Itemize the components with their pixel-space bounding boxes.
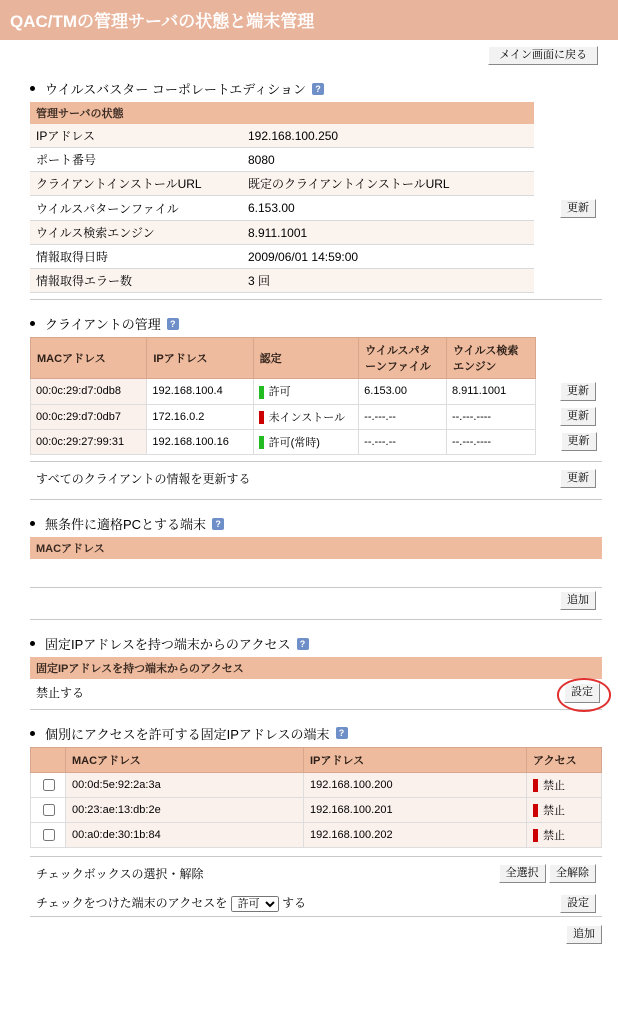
table-row	[31, 379, 602, 404]
table-header-row	[30, 537, 602, 559]
spacer-cell	[534, 102, 602, 124]
help-icon[interactable]: ?	[312, 83, 324, 95]
divider	[30, 299, 602, 300]
table-header-row	[31, 338, 602, 379]
whitelist-empty-row	[30, 559, 602, 588]
access-action-cell	[30, 888, 450, 916]
cell-engine: 8.911.1001	[446, 379, 535, 404]
row-label: ポート番号	[30, 148, 242, 172]
clients-heading-label: クライアントの管理	[45, 317, 161, 333]
cell-pattern: --.---.--	[359, 429, 447, 454]
column-header-pattern: ウイルスパターンファイル	[359, 338, 447, 379]
cell-pattern: --.---.--	[359, 404, 447, 429]
fixedip-value-row	[30, 679, 602, 709]
server-table-title: 管理サーバの状態	[36, 108, 124, 121]
checkbox-control-row	[30, 856, 602, 888]
clients-section-heading	[30, 314, 602, 333]
clients-section	[16, 314, 602, 500]
cell-ip: 172.16.0.2	[147, 404, 253, 429]
row-value: 既定のクライアントインストールURL	[242, 172, 534, 196]
whitelist-add-action	[534, 588, 602, 614]
cell-status	[253, 404, 359, 429]
toolbar	[0, 40, 618, 65]
allowlist-heading-label: 個別にアクセスを許可する固定IPアドレスの端末	[45, 726, 330, 742]
table-row	[30, 172, 602, 196]
refresh-all-button[interactable]: 更新	[560, 469, 596, 488]
column-header-engine: ウイルス検索エンジン	[446, 338, 535, 379]
row-label: ウイルス検索エンジン	[30, 221, 242, 245]
access-action-button-cell	[450, 888, 602, 916]
table-row	[30, 461, 602, 493]
row-checkbox[interactable]	[43, 829, 55, 841]
cell-engine: --.---.----	[446, 404, 535, 429]
table-row	[30, 148, 602, 172]
column-header-ip: IPアドレス	[304, 747, 527, 772]
access-label: 禁止	[543, 804, 565, 817]
clients-table	[30, 337, 602, 455]
status-label: 許可(常時)	[268, 436, 320, 449]
cell-mac: 00:0d:5e:92:2a:3a	[66, 772, 304, 797]
allowlist-table	[30, 747, 602, 848]
column-header-access: アクセス	[527, 747, 602, 772]
divider	[30, 499, 602, 500]
row-action	[534, 196, 602, 221]
access-indicator-icon	[533, 804, 538, 817]
fixedip-section	[16, 634, 602, 709]
allowlist-section	[16, 724, 602, 949]
access-label: 禁止	[543, 829, 565, 842]
row-checkbox[interactable]	[43, 804, 55, 816]
add-allowlist-button[interactable]: 追加	[566, 925, 602, 944]
cell-status	[253, 429, 359, 454]
table-row	[30, 269, 602, 293]
update-pattern-button[interactable]: 更新	[560, 199, 596, 218]
whitelist-empty-action	[534, 559, 602, 588]
help-icon[interactable]: ?	[297, 638, 309, 650]
cell-select[interactable]	[31, 772, 66, 797]
whitelist-empty-cell	[30, 559, 534, 588]
deselect-all-button[interactable]: 全解除	[549, 864, 596, 883]
cell-mac: 00:23:ae:13:db:2e	[66, 797, 304, 822]
column-header-status: 認定	[253, 338, 359, 379]
table-row	[31, 404, 602, 429]
row-label: 情報取得日時	[30, 245, 242, 269]
update-client-button[interactable]: 更新	[560, 382, 596, 401]
table-row	[31, 772, 602, 797]
allowlist-section-heading	[30, 724, 602, 743]
whitelist-heading-label: 無条件に適格PCとする端末	[45, 517, 207, 533]
status-label: 許可	[268, 386, 291, 399]
column-header-ip: IPアドレス	[147, 338, 253, 379]
cell-access	[527, 772, 602, 797]
row-label: IPアドレス	[30, 124, 242, 148]
fixedip-value: 禁止する	[36, 686, 85, 701]
add-whitelist-button[interactable]: 追加	[560, 591, 596, 610]
fixedip-set-highlight	[564, 683, 600, 702]
row-action	[534, 148, 602, 172]
update-client-button[interactable]: 更新	[560, 407, 596, 426]
cell-select[interactable]	[31, 797, 66, 822]
fixedip-section-heading	[30, 634, 602, 653]
refresh-all-table	[30, 461, 602, 493]
table-row	[31, 429, 602, 454]
table-header-row	[30, 102, 602, 124]
back-to-main-button[interactable]: メイン画面に戻る	[488, 46, 598, 65]
access-action-set-button[interactable]: 設定	[560, 894, 596, 913]
row-action	[534, 269, 602, 293]
column-header-select	[31, 747, 66, 772]
table-row	[30, 245, 602, 269]
refresh-all-action	[534, 461, 602, 493]
access-action-prefix: チェックをつけた端末のアクセスを	[36, 896, 228, 911]
bullet-icon	[30, 521, 35, 526]
row-value: 192.168.100.250	[242, 124, 534, 148]
cell-ip: 192.168.100.201	[304, 797, 527, 822]
row-value: 3 回	[242, 269, 534, 293]
status-indicator-icon	[259, 436, 264, 449]
fixedip-table	[30, 657, 602, 679]
fixedip-heading-label: 固定IPアドレスを持つ端末からのアクセス	[45, 637, 291, 653]
allowlist-add-bar	[30, 916, 602, 948]
row-value: 8.911.1001	[242, 221, 534, 245]
access-indicator-icon	[533, 779, 538, 792]
bullet-icon	[30, 321, 35, 326]
table-row	[31, 822, 602, 847]
row-action	[534, 124, 602, 148]
checkbox-control-actions	[450, 856, 602, 888]
server-section	[16, 79, 602, 300]
divider	[30, 619, 602, 620]
table-row	[30, 196, 602, 221]
fixedip-set-button[interactable]: 設定	[564, 683, 600, 702]
server-status-table	[30, 102, 602, 293]
help-icon[interactable]: ?	[212, 518, 224, 530]
cell-pattern: 6.153.00	[359, 379, 447, 404]
cell-mac: 00:0c:29:27:99:31	[31, 429, 147, 454]
row-checkbox[interactable]	[43, 779, 55, 791]
row-action	[534, 172, 602, 196]
status-indicator-icon	[259, 386, 264, 399]
select-all-button[interactable]: 全選択	[499, 864, 546, 883]
cell-ip: 192.168.100.200	[304, 772, 527, 797]
table-row	[31, 797, 602, 822]
cell-access	[527, 797, 602, 822]
status-label: 未インストール	[268, 411, 346, 424]
cell-mac: 00:0c:29:d7:0db7	[31, 404, 147, 429]
table-header-row	[31, 747, 602, 772]
table-header-row	[30, 657, 602, 679]
cell-ip: 192.168.100.4	[147, 379, 253, 404]
bullet-icon	[30, 731, 35, 736]
cell-engine: --.---.----	[446, 429, 535, 454]
cell-status	[253, 379, 359, 404]
access-indicator-icon	[533, 829, 538, 842]
row-value: 6.153.00	[242, 196, 534, 221]
whitelist-section-heading	[30, 514, 602, 533]
cell-action	[535, 404, 601, 429]
row-action	[534, 221, 602, 245]
fixedip-table-title: 固定IPアドレスを持つ端末からのアクセス	[36, 663, 244, 676]
access-action-select[interactable]	[231, 896, 279, 912]
allowlist-controls-table	[30, 856, 602, 916]
status-indicator-icon	[259, 411, 264, 424]
cell-mac: 00:a0:de:30:1b:84	[66, 822, 304, 847]
server-heading-label: ウイルスバスター コーポレートエディション	[45, 82, 307, 98]
row-label: 情報取得エラー数	[30, 269, 242, 293]
cell-ip: 192.168.100.202	[304, 822, 527, 847]
cell-action	[535, 379, 601, 404]
whitelist-table	[30, 537, 602, 613]
table-row	[30, 124, 602, 148]
access-action-suffix: する	[281, 896, 306, 911]
row-value: 2009/06/01 14:59:00	[242, 245, 534, 269]
update-client-button[interactable]: 更新	[561, 432, 597, 451]
row-label: ウイルスパターンファイル	[30, 196, 242, 221]
cell-ip: 192.168.100.16	[147, 429, 253, 454]
column-header-action	[535, 338, 601, 379]
bullet-icon	[30, 86, 35, 91]
whitelist-add-spacer	[30, 588, 534, 614]
cell-access	[527, 822, 602, 847]
whitelist-table-title: MACアドレス	[36, 543, 105, 556]
column-header-mac: MACアドレス	[31, 338, 147, 379]
column-header-mac: MACアドレス	[66, 747, 304, 772]
cell-select[interactable]	[31, 822, 66, 847]
row-action	[534, 245, 602, 269]
whitelist-section	[16, 514, 602, 620]
cell-mac: 00:0c:29:d7:0db8	[31, 379, 147, 404]
checkbox-control-label: チェックボックスの選択・解除	[30, 856, 450, 888]
table-row	[30, 221, 602, 245]
access-action-row	[30, 888, 602, 916]
cell-action	[535, 429, 601, 454]
access-label: 禁止	[543, 779, 565, 792]
page-title: QAC/TMの管理サーバの状態と端末管理	[0, 0, 618, 40]
help-icon[interactable]: ?	[167, 318, 179, 330]
row-label: クライアントインストールURL	[30, 172, 242, 196]
server-section-heading	[30, 79, 602, 98]
help-icon[interactable]: ?	[336, 727, 348, 739]
refresh-all-label: すべてのクライアントの情報を更新する	[30, 461, 534, 493]
whitelist-add-row	[30, 588, 602, 614]
row-value: 8080	[242, 148, 534, 172]
bullet-icon	[30, 641, 35, 646]
